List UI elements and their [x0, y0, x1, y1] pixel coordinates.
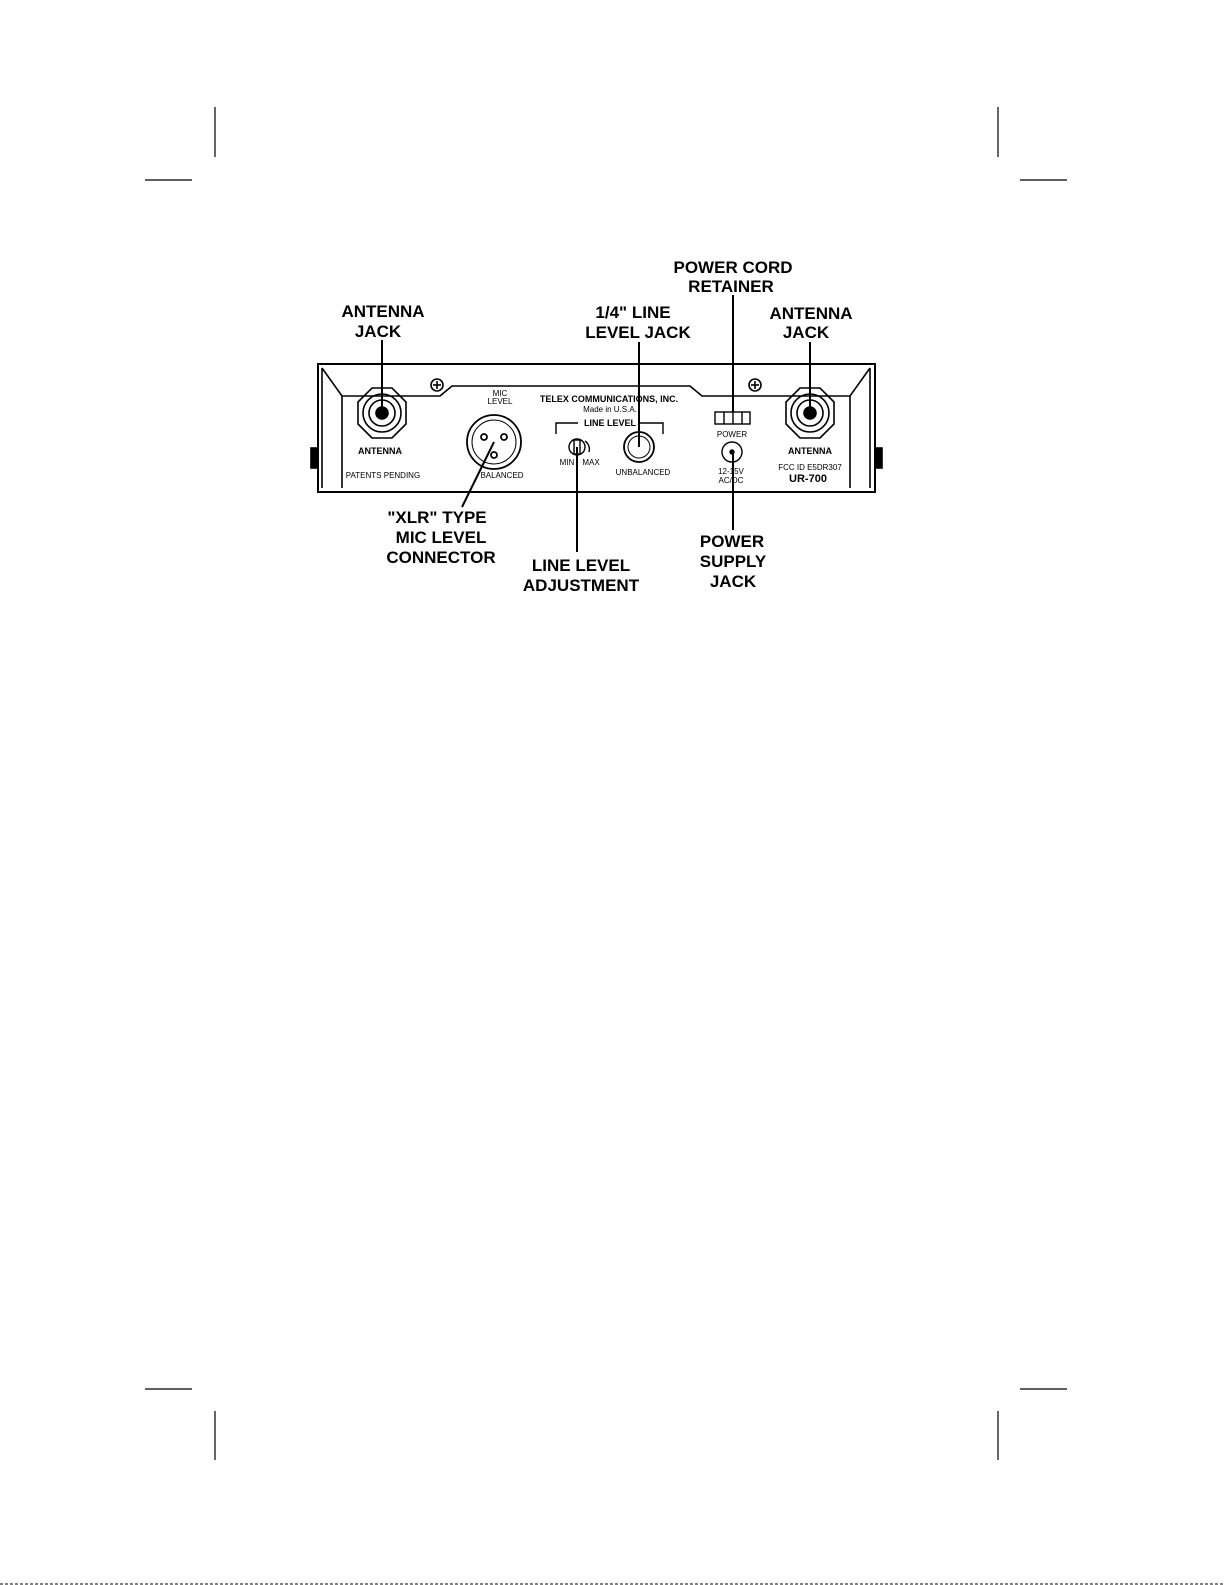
callout-antenna-jack-left-line2: JACK: [354, 322, 402, 341]
callout-quarter-inch-line2: LEVEL JACK: [585, 323, 691, 342]
company-label: TELEX COMMUNICATIONS, INC.: [539, 394, 679, 404]
callout-xlr-line3: CONNECTOR: [386, 548, 496, 567]
mic-level-label-line1: MIC: [492, 389, 508, 398]
callout-line-level-adj-line1: LINE LEVEL: [531, 556, 631, 575]
callout-line-level-adj-line2: ADJUSTMENT: [522, 576, 640, 595]
callout-antenna-jack-right-line2: JACK: [782, 323, 830, 342]
callout-xlr-line2: MIC LEVEL: [395, 528, 487, 547]
antenna-panel-label-left: ANTENNA: [358, 446, 402, 456]
power-panel-label: POWER: [716, 430, 748, 439]
unbalanced-label: UNBALANCED: [615, 468, 671, 477]
voltage-label-line1: 12-15V: [718, 467, 744, 476]
callout-quarter-inch-line1: 1/4" LINE: [595, 303, 671, 322]
panel-labels: [346, 389, 843, 485]
callout-xlr-line1: "XLR" TYPE: [387, 508, 487, 527]
antenna-panel-label-right: ANTENNA: [788, 446, 832, 456]
made-in-label: Made in U.S.A.: [583, 405, 637, 414]
callout-power-supply-line3: JACK: [709, 572, 757, 591]
max-label: MAX: [582, 458, 600, 467]
callout-antenna-jack-right-line1: ANTENNA: [769, 304, 853, 323]
callout-power-supply-line2: SUPPLY: [699, 552, 767, 571]
min-label: MIN: [559, 458, 575, 467]
line-level-knob: [569, 439, 589, 455]
callout-power-supply-line1: POWER: [699, 532, 765, 551]
line-level-label: LINE LEVEL: [583, 418, 637, 428]
power-cord-retainer: [715, 412, 750, 424]
patents-label: PATENTS PENDING: [345, 471, 421, 480]
fcc-id-label: FCC ID E5DR307: [778, 463, 842, 472]
callout-power-cord-retainer-line1: POWER CORD: [673, 258, 793, 277]
balanced-label: BALANCED: [480, 471, 524, 480]
callout-power-cord-retainer-line2: RETAINER: [688, 277, 774, 296]
callout-antenna-jack-left-line1: ANTENNA: [341, 302, 425, 321]
model-label: UR-700: [789, 473, 827, 485]
mic-level-label-line2: LEVEL: [487, 397, 513, 406]
voltage-label-line2: AC/DC: [718, 476, 744, 485]
